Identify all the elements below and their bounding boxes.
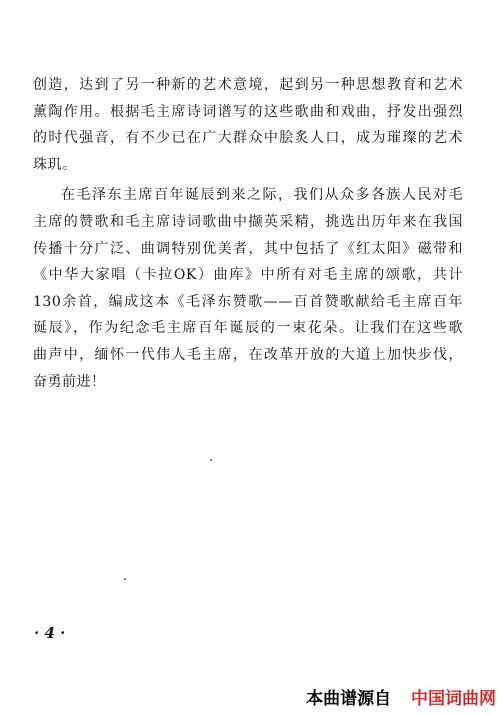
body-text	[33, 72, 463, 395]
paragraph-2-line-1: 在毛泽东主席百年诞辰到来之际，我们从众多各族人民对毛	[61, 187, 463, 204]
paragraph-2-line-3: 传播十分广泛、曲调特别优美者，其中包括了《红太阳》磁带和	[33, 240, 463, 257]
paragraph-1	[33, 72, 463, 178]
paragraph-2-line-8: 奋勇前进！	[33, 373, 106, 390]
paragraph-2-line-7: 曲声中，缅怀一代伟人毛主席，在改革开放的大道上加快步伐，	[33, 346, 463, 363]
source-watermark	[306, 684, 496, 709]
source-label: 本曲谱源自	[306, 689, 392, 709]
scan-speck	[210, 459, 212, 461]
paragraph-2-line-5: 130余首，编成这本《毛泽东赞歌——百首赞歌献给毛主席百年	[33, 293, 463, 310]
paragraph-2-line-4: 《中华大家唱（卡拉OK）曲库》中所有对毛主席的颂歌，共计	[33, 267, 463, 284]
paragraph-2	[33, 182, 463, 395]
paragraph-1-line-1: 创造，达到了另一种新的艺术意境，起到另一种思想教育和艺术	[33, 77, 463, 93]
paragraph-1-line-4: 珠玑。	[33, 156, 77, 173]
scan-speck	[124, 578, 126, 580]
page-number: · 4 ·	[34, 624, 66, 642]
paragraph-1-line-3: 的时代强音，有不少已在广大群众中脍炙人口，成为璀璨的艺术	[33, 130, 463, 147]
paragraph-2-line-6: 诞辰》，作为纪念毛主席百年诞辰的一束花朵。让我们在这些歌	[33, 320, 463, 337]
paragraph-1-line-2: 薰陶作用。根据毛主席诗词谱写的这些歌曲和戏曲，抒发出强烈	[33, 103, 463, 120]
site-name: 中国词曲网	[411, 689, 496, 709]
paragraph-2-line-2: 主席的赞歌和毛主席诗词歌曲中撷英采精，挑选出历年来在我国	[33, 213, 463, 230]
